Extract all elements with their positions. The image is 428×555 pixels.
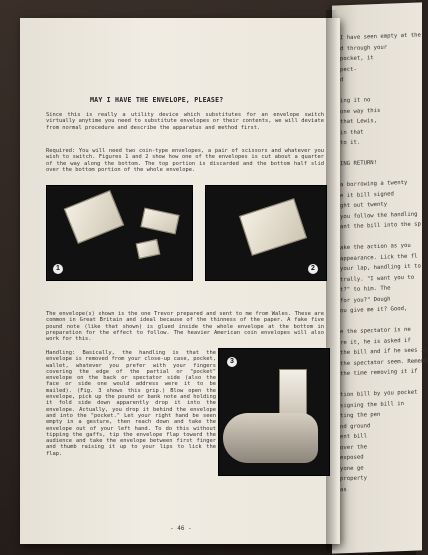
right-page-line: pect- [340,66,357,73]
required-paragraph: Required: You will need two coin-type envelopes, a pair of scissors and whatever you wish to switch. Figures 1 and 2 show how one of the envelopes is cut about a quarter of the way along the bottom. The top portion is discarded and the bottom half slid over the bottom portion of the whole envelope. [46,148,324,173]
right-page-line: the time removing it if [340,368,418,378]
right-page-line: d through your [340,44,388,52]
right-page-line: e the spectator is ne [340,326,411,336]
right-page-line: trally. "I want you to [340,274,415,283]
right-page-line: ting the pen [340,411,381,420]
right-page-line: ake the action as you [340,242,411,252]
right-page-line: to it. [340,139,361,147]
figure-2-photo [205,185,327,281]
right-page-line: for you?" Dough [340,296,391,304]
right-page-line: re it, he is asked if [340,337,411,346]
right-page-line: ING RETURN! [340,159,378,168]
right-page-line: I have seen empty at the [340,32,421,42]
right-page-line: the spectator seem. Rememb [340,357,428,367]
right-page-line: exposed [340,454,364,462]
right-page-line: yone ge [340,464,364,472]
right-page-line: ant the bill into the sp [340,221,421,231]
right-page-line: t?" to him. The [340,285,391,294]
right-page-line: a borrowing a twenty [340,179,408,189]
right-page-line: e it bill signed [340,190,394,199]
right-page-line: you follow the handling [340,211,418,220]
envelope-1 [64,190,125,244]
intro-paragraph: Since this is really a utility device which substitutes for an envelope switch virtually anytime you need to substitute envelopes or their contents, we will deviate from normal procedure and describe the apparatus and method first. [46,112,324,131]
page-title: MAY I HAVE THE ENVELOPE, PLEASE? [90,96,224,104]
right-page-line: d [340,77,344,84]
right-page-line: your lap, handling it to [340,263,421,273]
envelope-2 [140,207,179,234]
right-page-line: the bill and if he sees it [340,347,428,357]
right-page-line: ou give me it? Good, [340,305,408,315]
handling-paragraph: Handling: Basically, the handling is that the envelope is removed from your close-up case, pocket, wallet, whatever you prefer with your fingers covering the edge of the partial or "pocket" envelope on the back or spectator side (also the face or side one would address were it to be mailed). (Fig. 3 shows this grip.) Blow open the envelope, pick up the pound or bank note and holding it fold side down apparently drop it into the envelope. Actually, you drop it behind the envelope and into the "pocket." Let your right hand be seen empty in a gesture, then reach down and take the envelope out of your left hand. To do this without tipping the gaffs, tip the envelope flap toward the audience and take the envelope between first finger and thumb raising it up to your lips to lick the flap. [46,350,216,457]
figure-1-photo [46,185,193,281]
right-page-line: tion bill by you pocket [340,389,418,399]
figure-2-number: 2 [308,264,318,274]
right-page-line: appearance. Lick the fl [340,253,418,262]
right-page-line: pocket, it [340,55,374,63]
hand-image [223,413,318,463]
right-page-line: one way this [340,107,381,115]
right-page-line: ing it no [340,97,371,105]
right-page-line: property [340,475,367,483]
right-page-line: ght out twenty [340,201,388,210]
right-page-line: as [340,486,347,493]
envelope-combined [239,198,307,256]
right-page-line: over the [340,443,367,451]
figure-3-number: 3 [227,357,237,367]
right-page-line: nd ground [340,422,371,430]
figure-3-photo [218,348,330,476]
right-page [332,2,428,553]
right-page-line: that Lewis, [340,117,378,126]
page-number: - 46 - [170,525,192,532]
right-page-line: ent bill [340,433,367,441]
envelope-paragraph: The envelope(s) shown is the one Trevor prepared and sent to me from Wales. These are common in Great Britain and ideal because of the thinness of the paper. A fake five pound note (like that shown) is glued inside the whole envelope at the bottom in preparation for the effect to follow. The heavier American coin envelopes will also work for this. [46,311,324,343]
right-page-line: signing the bill in [340,400,404,409]
figure-1-number: 1 [53,264,63,274]
envelope-3 [136,239,161,259]
right-page-line: in that [340,128,364,136]
